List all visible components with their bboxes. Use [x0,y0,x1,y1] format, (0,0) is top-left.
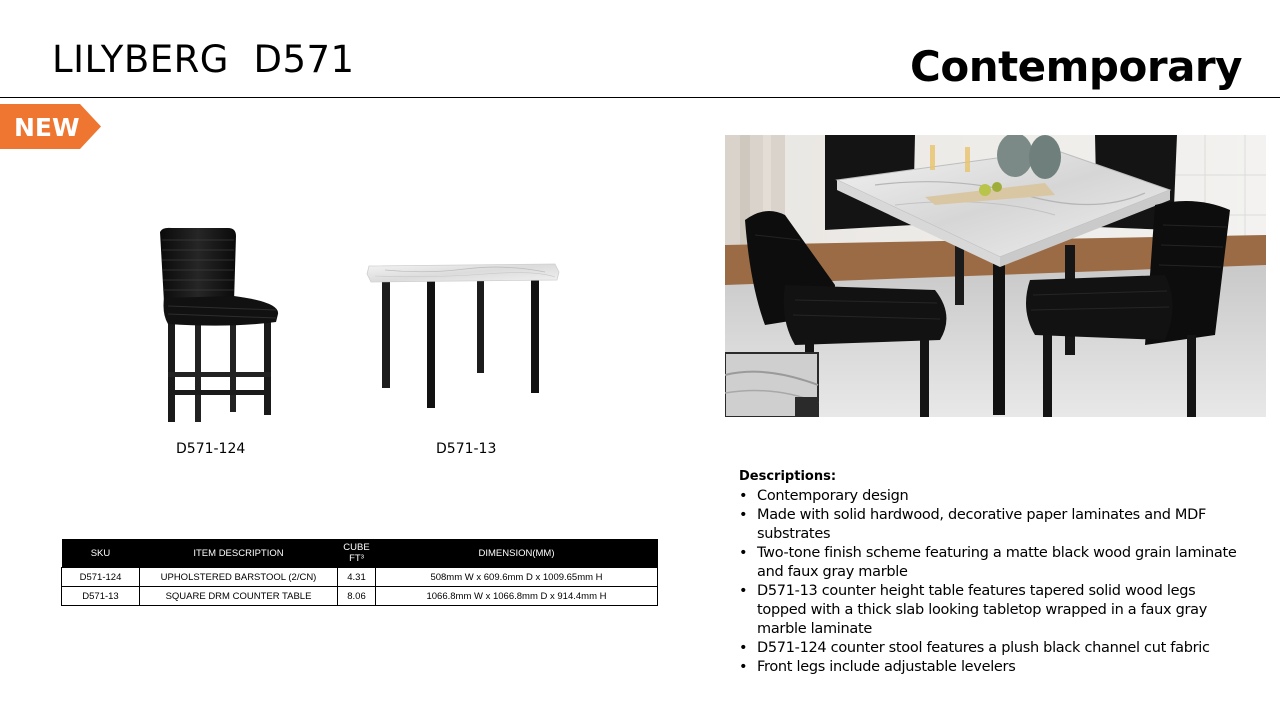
header-dimension: DIMENSION(MM) [376,539,658,568]
list-item: • Front legs include adjustable levelers [739,659,1016,675]
bullet-icon: • [739,583,748,599]
cell-dimension: 1066.8mm W x 1066.8mm D x 914.4mm H [376,587,658,606]
new-badge [0,104,101,149]
list-item: • Contemporary design [739,488,909,504]
collection-title: LILYBERG D571 [52,38,355,81]
bullet-icon: • [739,659,748,675]
header-divider [0,97,1280,98]
cell-sku: D571-13 [62,587,140,606]
style-label: Contemporary [910,42,1242,91]
barstool-sku: D571-124 [176,441,246,457]
descriptions-section [739,469,1239,677]
descriptions-list [739,487,1239,677]
room-scene-photo [725,135,1266,417]
barstool-image [150,222,290,427]
list-item: • Two-tone finish scheme featuring a matte black wood grain laminate and faux gray marble [739,545,1237,580]
list-item: • D571-13 counter height table features tapered solid wood legs topped with a thick slab looking tabletop wrapped in a faux gray marble laminate [739,583,1207,637]
cell-description: UPHOLSTERED BARSTOOL (2/CN) [140,568,338,587]
header-cube: CUBE FT³ [338,539,376,568]
badge-label: NEW [14,113,80,142]
header-sku: SKU [62,539,140,568]
bullet-icon: • [739,640,748,656]
bullet-icon: • [739,507,748,523]
spec-table [61,539,658,606]
cell-description: SQUARE DRM COUNTER TABLE [140,587,338,606]
counter-table-image [365,260,560,410]
list-item: • Made with solid hardwood, decorative paper laminates and MDF substrates [739,507,1207,542]
bullet-icon: • [739,545,748,561]
bullet-icon: • [739,488,748,504]
cell-cube: 8.06 [338,587,376,606]
table-sku: D571-13 [436,441,497,457]
cell-cube: 4.31 [338,568,376,587]
table-row [62,568,658,587]
list-item: • D571-124 counter stool features a plush black channel cut fabric [739,640,1210,656]
table-header-row [62,539,658,568]
descriptions-heading: Descriptions: [739,469,837,484]
table-row [62,587,658,606]
cell-dimension: 508mm W x 609.6mm D x 1009.65mm H [376,568,658,587]
cell-sku: D571-124 [62,568,140,587]
header-item-description: ITEM DESCRIPTION [140,539,338,568]
